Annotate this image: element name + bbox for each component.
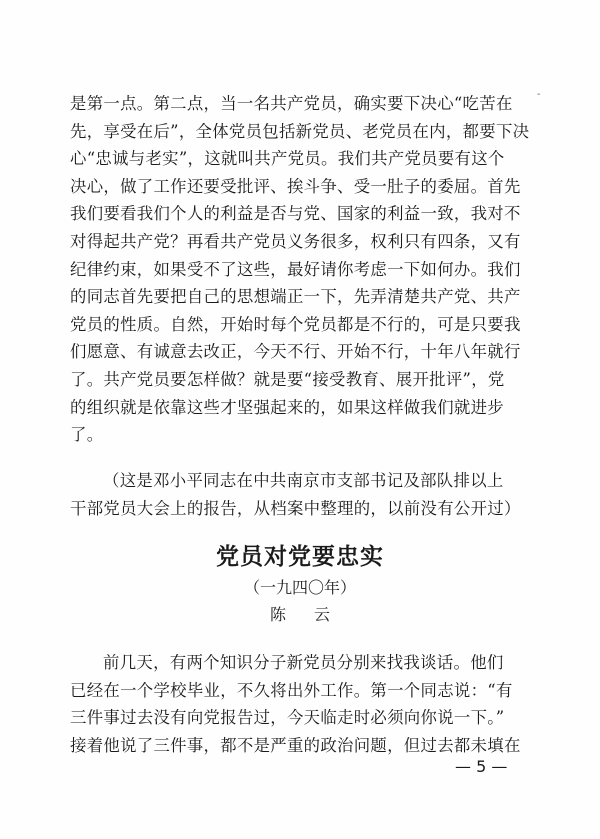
- text-line: 心“忠诚与老实”，这就叫共产党员。我们共产党员要有这个: [70, 149, 505, 169]
- text-line: 了。共产党员要怎样做？就是要“接受教育、展开批评”，党: [70, 369, 505, 389]
- article-date: （一九四〇年）: [243, 578, 356, 597]
- text-line: 们愿意、有诚意去改正，今天不行、开始不行，十年八年就行: [70, 342, 521, 362]
- text-line: 先，享受在后”，全体党员包括新党员、老党员在内，都要下决: [70, 121, 530, 141]
- text-line: 党员的性质。自然，开始时每个党员都是不行的，可是只要我: [70, 314, 521, 334]
- text-line: 是第一点。第二点，当一名共产党员，确实要下决心“吃苦在: [70, 94, 513, 113]
- text-line: 我们要看我们个人的利益是否与党、国家的利益一致，我对不: [70, 204, 521, 224]
- text-line: 接着他说了三件事，都不是严重的政治问题，但过去都未填在: [70, 735, 521, 755]
- source-note: [70, 467, 540, 522]
- text-line: 决心，做了工作还要受批评、挨斗争、受一肚子的委屈。首先: [70, 176, 521, 196]
- text-line: 的组织就是依靠这些才坚强起来的，如果这样做我们就进步: [70, 397, 504, 417]
- text-line: 了。: [70, 425, 104, 445]
- article-paragraph: [70, 649, 540, 759]
- margin-mark: -: [537, 89, 541, 100]
- text-line: 前几天，有两个知识分子新党员分别来找我谈话。他们: [103, 653, 504, 672]
- article-title: 党员对党要忠实: [216, 544, 384, 570]
- text-line: 三件事过去没有向党报告过，今天临走时必须向你说一下。”: [70, 708, 505, 728]
- paragraph-continued: [70, 90, 540, 449]
- note-line: 干部党员大会上的报告，从档案中整理的，以前没有公开过）: [70, 498, 521, 518]
- text-line: 已经在一个学校毕业，不久将出外工作。第一个同志说：“有: [70, 680, 513, 700]
- text-line: 的同志首先要把自己的思想端正一下，先弄清楚共产党、共产: [70, 287, 521, 307]
- article-author: 陈云: [269, 605, 358, 624]
- page-number: — 5 —: [455, 757, 508, 776]
- text-line: 对得起共产党？再看共产党员义务很多，权利只有四条，又有: [70, 231, 521, 251]
- text-line: 纪律约束，如果受不了这些，最好请你考虑一下如何办。我们: [70, 259, 521, 279]
- note-line: （这是邓小平同志在中共南京市支部书记及部队排以上: [103, 471, 504, 490]
